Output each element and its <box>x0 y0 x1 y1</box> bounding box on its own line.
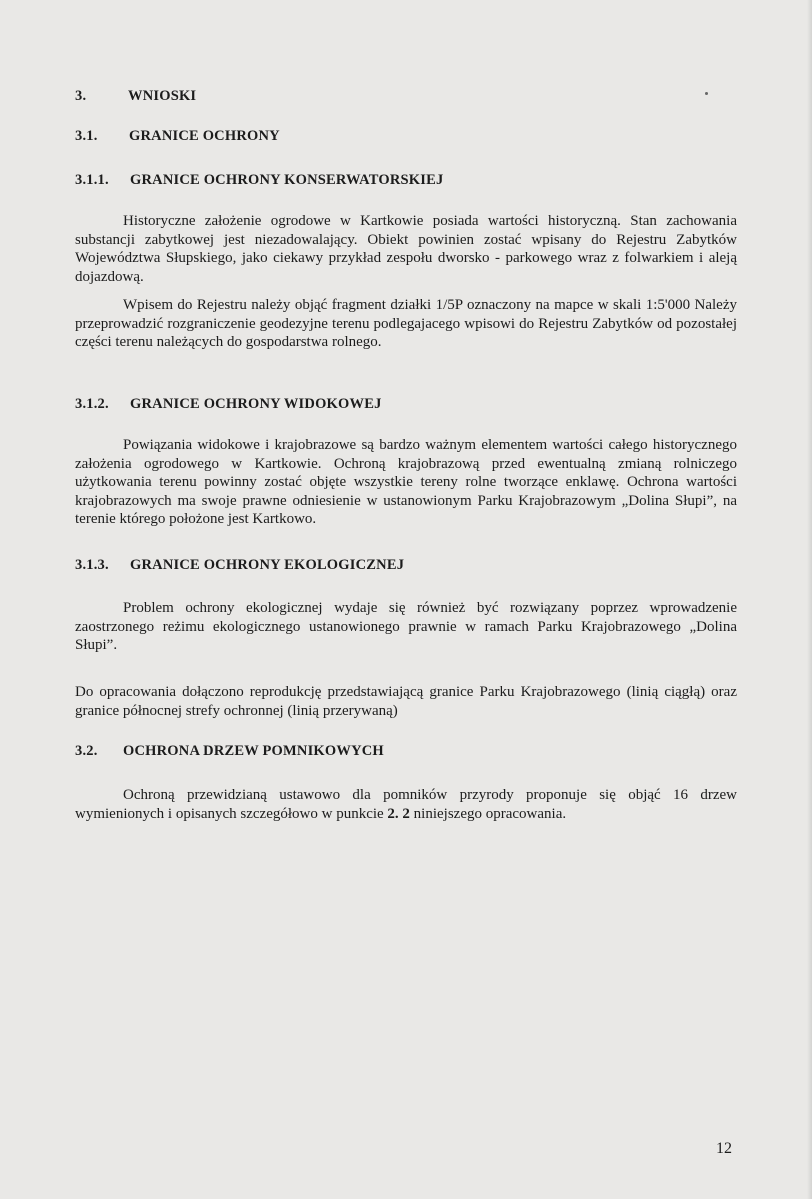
page-number: 12 <box>716 1140 732 1157</box>
section-title: GRANICE OCHRONY WIDOKOWEJ <box>130 396 382 412</box>
paragraph-text: Historyczne założenie ogrodowe w Kartkowie posiada wartości historyczną. Stan zachowania substancji zabytkowej jest niezadowalający. Obiekt powinien zostać wpisany do Rejestru Zabytków Województwa Słupskiego, jako ciekawy przykład zespołu dworsko - parkowego wraz z folwarkiem i aleją dojazdową. <box>75 213 737 285</box>
section-number: 3. <box>75 88 87 104</box>
scan-edge-shadow <box>807 0 812 1199</box>
paragraph-conservation-1 <box>75 212 737 286</box>
section-number: 3.1.2. <box>75 396 109 412</box>
section-title: WNIOSKI <box>128 88 197 104</box>
section-number: 3.1.1. <box>75 172 109 188</box>
paragraph-tree-protection <box>75 786 737 823</box>
section-title: OCHRONA DRZEW POMNIKOWYCH <box>123 743 384 759</box>
heading-3-1-1 <box>75 172 444 189</box>
paragraph-text: Powiązania widokowe i krajobrazowe są bardzo ważnym elementem wartości całego historycznego założenia ogrodowego w Kartkowie. Ochroną krajobrazową przed ewentualną zmianą rolniczego użytkowania terenu powinny zostać objęte wszystkie tereny rolne tworzące enklawę. Ochrona wartości krajobrazowych ma swoje prawne odniesienie w ustanowionym Parku Krajobrazowym „Dolina Słupi”, na terenie którego położone jest Kartkowo. <box>75 437 737 528</box>
section-title: GRANICE OCHRONY KONSERWATORSKIEJ <box>130 172 444 188</box>
section-reference: 2. 2 <box>387 805 410 822</box>
section-number: 3.2. <box>75 743 98 759</box>
heading-3-2 <box>75 743 384 760</box>
paragraph-ecological-2 <box>75 683 737 720</box>
heading-3-1-2 <box>75 396 382 413</box>
paragraph-conservation-2 <box>75 296 737 352</box>
paragraph-ecological-1 <box>75 599 737 655</box>
paragraph-text: Problem ochrony ekologicznej wydaje się również być rozwiązany poprzez wprowadzenie zaostrzonego reżimu ekologicznego ustanowionego prawnie w ramach Parku Krajobrazowego „Dolina Słupi”. <box>75 600 737 654</box>
section-title: GRANICE OCHRONY EKOLOGICZNEJ <box>130 557 405 573</box>
heading-3-1 <box>75 128 280 145</box>
scan-speck <box>705 92 708 95</box>
paragraph-text: Wpisem do Rejestru należy objąć fragment działki 1/5P oznaczony na mapce w skali 1:5'000 Należy przeprowadzić rozgraniczenie geodezyjne terenu podlegajacego wpisowi do Rejestru Zabytków od pozostałej części terenu należących do gospodarstwa rolnego. <box>75 297 737 351</box>
heading-3-1-3 <box>75 557 405 574</box>
section-number: 3.1.3. <box>75 557 109 573</box>
paragraph-text: Do opracowania dołączono reprodukcję przedstawiającą granice Parku Krajobrazowego (linią ciągłą) oraz granice północnej strefy ochronnej (linią przerywaną) <box>75 684 737 719</box>
paragraph-text-start: Ochroną przewidzianą ustawowo dla pomników przyrody proponuje się objąć 16 drzew wymienionych i opisanych szczegółowo w punkcie <box>75 787 737 822</box>
paragraph-view-protection <box>75 436 737 529</box>
section-number: 3.1. <box>75 128 98 144</box>
heading-3 <box>75 88 197 105</box>
paragraph-text-end: niniejszego opracowania. <box>409 805 567 822</box>
section-title: GRANICE OCHRONY <box>129 128 280 144</box>
